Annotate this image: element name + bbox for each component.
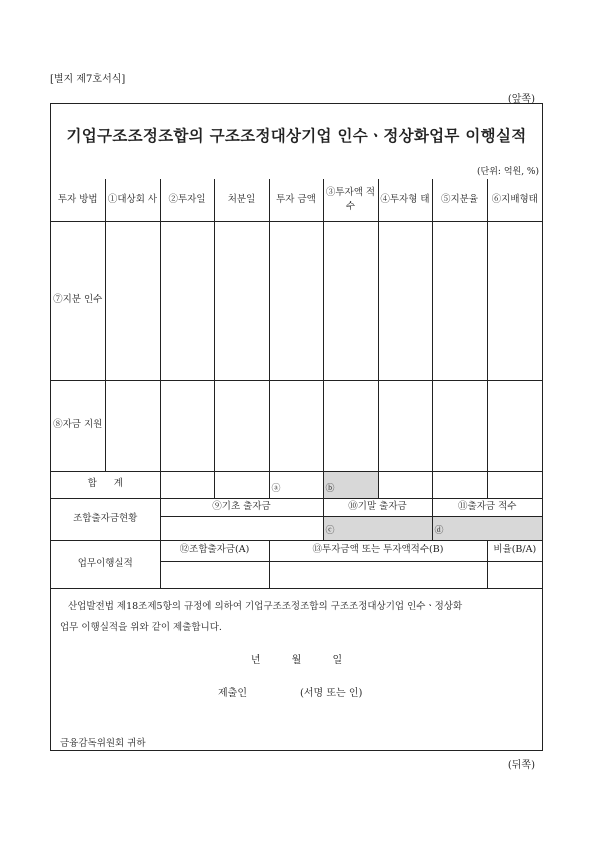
cell-input[interactable] xyxy=(269,380,323,471)
col-invest-amount: 투자 금액 xyxy=(269,179,323,221)
mark-a: ⓐ xyxy=(271,484,281,494)
cell-input[interactable] xyxy=(432,471,487,498)
ratio-value[interactable] xyxy=(487,561,542,588)
total-count-cell-b[interactable] xyxy=(323,471,378,498)
cell-input[interactable] xyxy=(323,380,378,471)
row-equity-acquisition-label: ⑦지분 인수 xyxy=(51,221,105,380)
form-number: [별지 제7호서식] xyxy=(50,74,126,85)
addressee: 금융감독위원회 귀하 xyxy=(60,738,146,749)
total-row xyxy=(51,471,542,498)
cell-input[interactable] xyxy=(105,380,160,471)
col-invest-date: ②투자일 xyxy=(160,179,214,221)
submission-date: 년 월 일 xyxy=(250,655,343,666)
mark-c: ⓒ xyxy=(325,526,335,536)
form-title: 기업구조조정조합의 구조조정대상기업 인수ㆍ정상화업무 이행실적 xyxy=(66,126,527,145)
fund-end-value[interactable] xyxy=(323,516,432,540)
cell-input[interactable] xyxy=(214,380,269,471)
cell-input[interactable] xyxy=(378,221,432,380)
fund-status-header-row xyxy=(51,498,542,516)
col-dispose-date: 처분일 xyxy=(214,179,269,221)
cell-input[interactable] xyxy=(269,221,323,380)
col-invest-type: ④투자형 태 xyxy=(378,179,432,221)
declaration-line-1: 산업발전법 제18조제5항의 규정에 의하여 기업구조조정조합의 구조조정대상기업 인수ㆍ정상화 xyxy=(68,601,463,612)
front-side-label: (앞쪽) xyxy=(507,94,535,105)
fund-support-row xyxy=(51,380,542,471)
fund-basic-header: ⑨기초 출자금 xyxy=(160,498,323,516)
fund-status-label: 조합출자금현황 xyxy=(51,498,160,540)
cell-input[interactable] xyxy=(487,471,542,498)
fund-a-header: ⑫조합출자금(A) xyxy=(160,540,269,561)
ratio-header: 비율(B/A) xyxy=(487,540,542,561)
declaration-text xyxy=(60,596,535,638)
cell-input[interactable] xyxy=(378,380,432,471)
unit-label: (단위: 억원, %) xyxy=(477,167,539,177)
declaration-line-2: 업무 이행실적을 위와 같이 제출합니다. xyxy=(60,622,222,633)
cell-input[interactable] xyxy=(160,471,214,498)
header-row xyxy=(51,179,542,221)
col-method: 투자 방법 xyxy=(51,179,105,221)
cell-input[interactable] xyxy=(214,221,269,380)
submitter-label: 제출인 xyxy=(218,688,247,699)
fund-count-value[interactable] xyxy=(432,516,542,540)
col-control-type: ⑥지배형태 xyxy=(487,179,542,221)
invest-b-value[interactable] xyxy=(269,561,487,588)
cell-input[interactable] xyxy=(160,221,214,380)
cell-input[interactable] xyxy=(487,221,542,380)
fund-count-header: ⑪출자금 적수 xyxy=(432,498,542,516)
row-total-label: 합 계 xyxy=(51,471,160,498)
performance-header-row xyxy=(51,540,542,561)
signature-label: (서명 또는 인) xyxy=(300,688,363,699)
cell-input[interactable] xyxy=(214,471,269,498)
back-side-label: (뒤쪽) xyxy=(507,760,535,771)
mark-d: ⓓ xyxy=(434,526,444,536)
cell-input[interactable] xyxy=(105,221,160,380)
total-amount-cell-a[interactable] xyxy=(269,471,323,498)
cell-input[interactable] xyxy=(432,380,487,471)
mark-b: ⓑ xyxy=(325,484,335,494)
cell-input[interactable] xyxy=(432,221,487,380)
col-target: ①대상회 사 xyxy=(105,179,160,221)
fund-basic-value[interactable] xyxy=(160,516,323,540)
cell-input[interactable] xyxy=(160,380,214,471)
performance-table xyxy=(51,179,542,589)
row-fund-support-label: ⑧자금 지원 xyxy=(51,380,105,471)
cell-input[interactable] xyxy=(378,471,432,498)
cell-input[interactable] xyxy=(487,380,542,471)
fund-end-header: ⑩기말 출자금 xyxy=(323,498,432,516)
equity-acquisition-row xyxy=(51,221,542,380)
invest-b-header: ⑬투자금액 또는 투자액적수(B) xyxy=(269,540,487,561)
col-invest-count: ③투자액 적 수 xyxy=(323,179,378,221)
col-share-ratio: ⑤지분율 xyxy=(432,179,487,221)
cell-input[interactable] xyxy=(323,221,378,380)
performance-label: 업무이행실적 xyxy=(51,540,160,588)
fund-a-value[interactable] xyxy=(160,561,269,588)
